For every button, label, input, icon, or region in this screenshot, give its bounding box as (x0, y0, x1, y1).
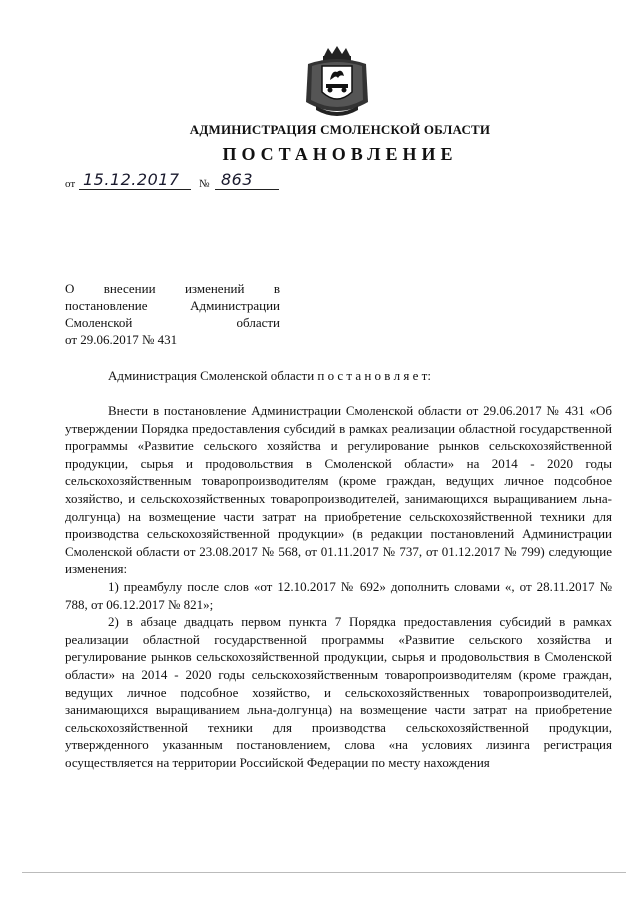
date-number-line (65, 172, 285, 192)
page-bottom-rule (22, 872, 626, 873)
coat-of-arms-icon (302, 44, 372, 120)
decree-statement (108, 368, 431, 384)
organization-name: АДМИНИСТРАЦИЯ СМОЛЕНСКОЙ ОБЛАСТИ (189, 122, 491, 137)
document-subject (65, 280, 280, 348)
number-underline (215, 189, 279, 190)
number-label: № (199, 178, 210, 190)
document-body (65, 402, 612, 771)
decree-lead: Администрация Смоленской области (108, 368, 315, 383)
document-type-title: ПОСТАНОВЛЕНИЕ (222, 144, 458, 164)
date-label: от (65, 178, 76, 190)
body-paragraph: 1) преамбулу после слов «от 12.10.2017 № 692» дополнить словами «, от 28.11.2017 № 788, от 06.12.2017 № 821»; (65, 578, 612, 612)
body-paragraph: Внести в постановление Администрации Смоленской области от 29.06.2017 № 431 «Об утверждении Порядка предоставления субсидий в рамках реализации областной государственной программы «Развитие сельского хозяйства и регулирование рынков сельскохозяйственной продукции, сырья и продовольствия в Смоленской области» на 2014 - 2020 годы сельскохозяйственным товаропроизводителям (кроме граждан, ведущих личное подсобное хозяйство, и сельскохозяйственных товаропроизводителей, занимающихся выращиванием льна-долгунца) на возмещение части затрат на приобретение сельскохозяйственной техники для производства сельскохозяйственной продукции» (в редакции постановлений Администрации Смоленской области от 23.08.2017 № 568, от 01.11.2017 № 737, от 01.12.2017 № 799) следующие изменения: (65, 403, 612, 577)
subject-line-4: от 29.06.2017 № 431 (65, 332, 178, 347)
date-value: 15.12.2017 (83, 170, 180, 189)
body-paragraph: 2) в абзаце двадцать первом пункта 7 Порядка предоставления субсидий в рамках реализации областной государственной программы «Развитие сельского хозяйства и регулирование рынков сельскохозяйственной продукции, сырья и продовольствия в Смоленской области» на 2014 - 2020 годы сельскохозяйственным товаропроизводителям (кроме граждан, ведущих личное подсобное хозяйство, и сельскохозяйственных товаропроизводителей, занимающихся выращиванием льна-долгунца) на возмещение части затрат на приобретение сельскохозяйственной техники для производства сельскохозяйственной продукции, утвержденного указанным постановлением, слова «на условиях лизинга регистрация осуществляется на территории Российской Федерации по месту нахождения (65, 614, 612, 770)
decree-verb: п о с т а н о в л я е т: (317, 368, 431, 383)
subject-line-3: Смоленской области (65, 315, 280, 330)
subject-line-1: О внесении изменений в (65, 281, 280, 296)
date-underline (79, 189, 191, 190)
subject-line-2: постановление Администрации (65, 298, 280, 313)
number-value: 863 (221, 170, 254, 189)
